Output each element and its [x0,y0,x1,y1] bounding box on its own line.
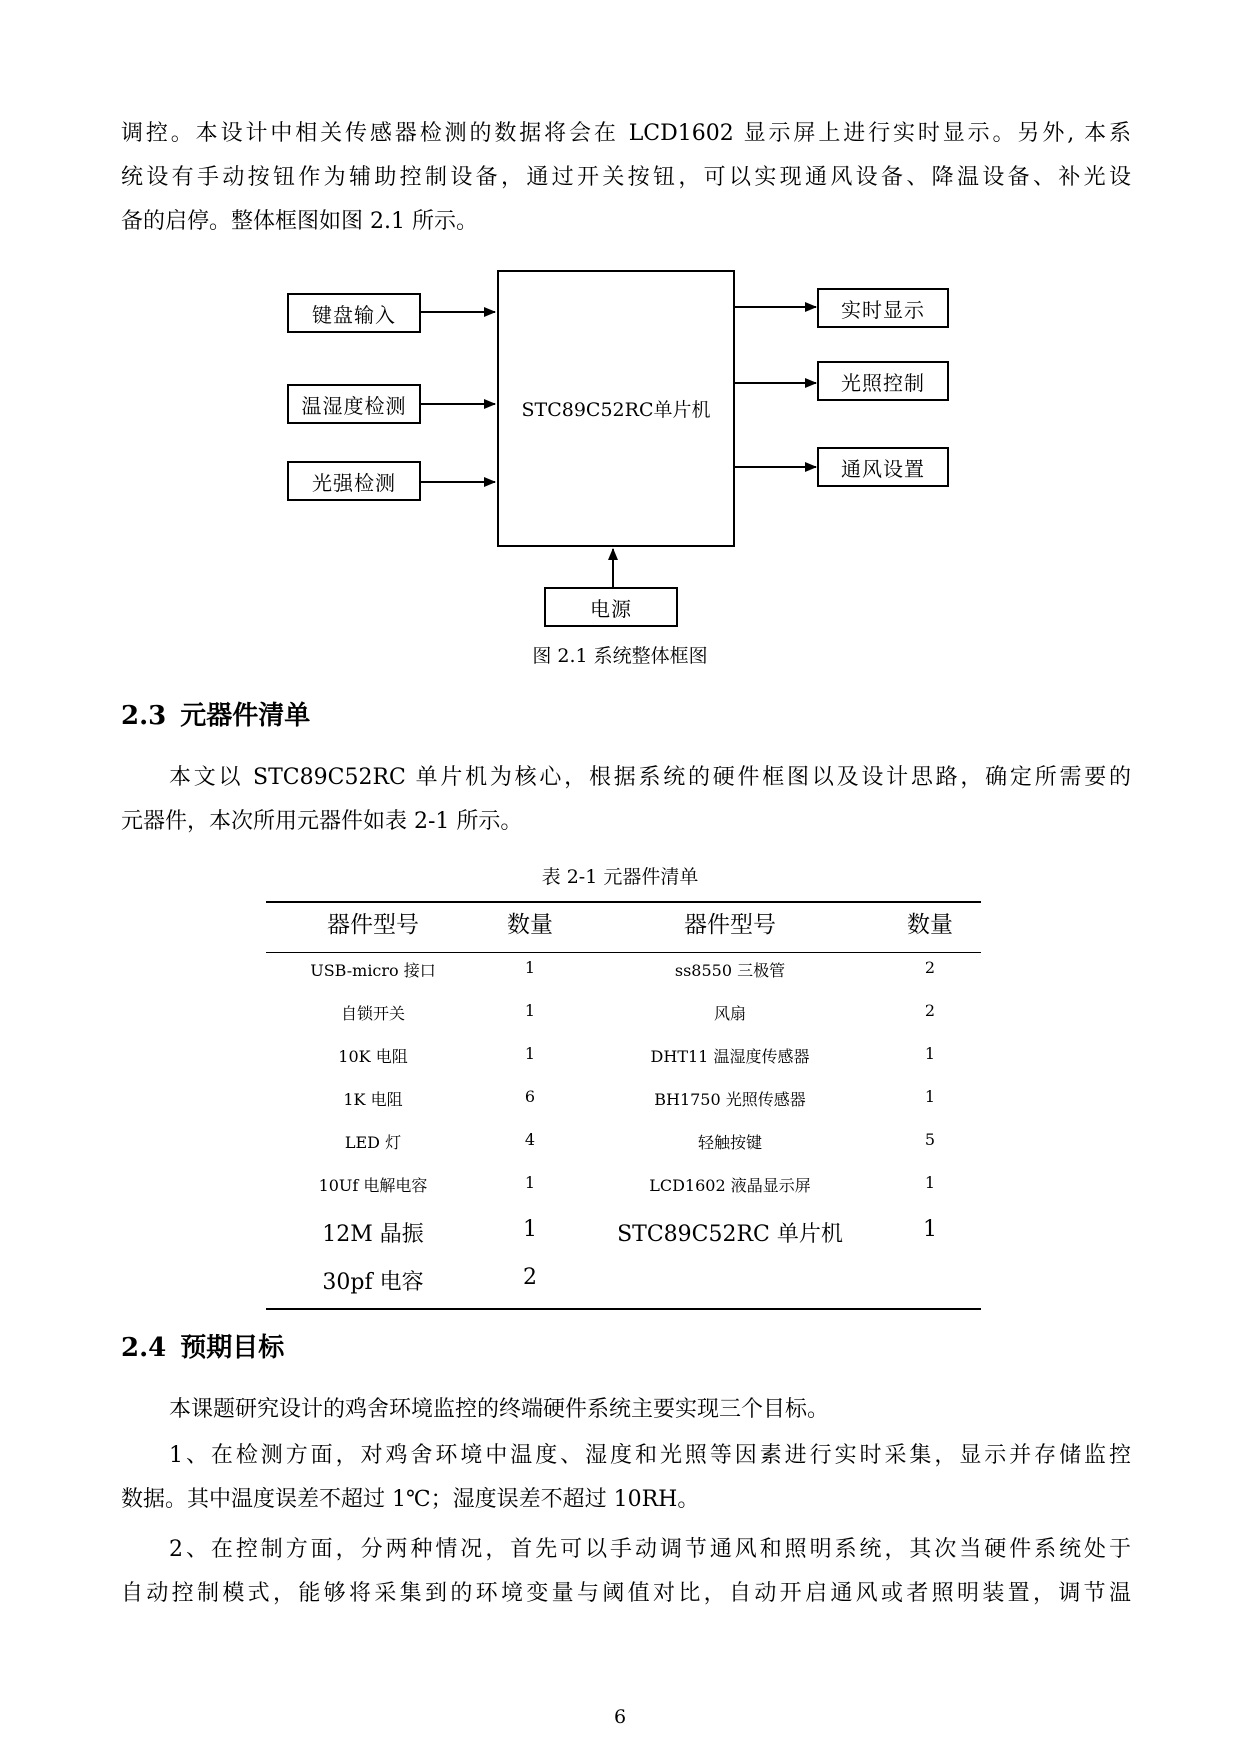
table-cell: 风扇 [713,1004,746,1023]
input-box-label: 键盘输入 [312,302,396,327]
section-2-3-paragraph [121,756,1131,844]
input-box-label: 温湿度检测 [301,393,407,418]
table-bottom-rule [266,1308,981,1310]
table-cell: 2 [924,1001,936,1020]
table-cell: 2 [924,958,936,977]
table-cell: 10K 电阻 [338,1047,408,1066]
table-cell: 1 [523,1217,537,1242]
table-cell: 1K 电阻 [343,1090,403,1109]
table-cell: LCD1602 液晶显示屏 [649,1176,811,1195]
intro-paragraph [121,112,1131,244]
intro-line: 调控。本设计中相关传感器检测的数据将会在 LCD1602 显示屏上进行实时显示。另外, 本系 [121,121,1131,146]
table-cell: BH1750 光照传感器 [654,1090,806,1109]
power-box [544,587,678,627]
table-cell: 12M 晶振 [322,1222,424,1247]
table-top-rule [266,901,981,903]
mcu-label: STC89C52RC单片机 [521,399,711,421]
input-box-temp-humidity [287,384,421,424]
power-label: 电源 [590,596,632,621]
goal-1-paragraph [121,1434,1131,1522]
table-header-rule [266,952,981,953]
table-cell: 1 [924,1173,936,1192]
input-box-keyboard [287,293,421,333]
paragraph-line: 1、在检测方面，对鸡舍环境中温度、湿度和光照等因素进行实时采集，显示并存储监控 [169,1443,1131,1468]
table-cell: 1 [524,1173,536,1192]
mcu-box [497,270,735,547]
section-heading-2-4 [121,1327,284,1364]
table-cell: STC89C52RC 单片机 [617,1222,843,1247]
output-box-label: 实时显示 [841,297,925,322]
paragraph-line: 数据。其中温度误差不超过 1℃；湿度误差不超过 10RH。 [121,1487,700,1512]
goal-2-paragraph [121,1528,1131,1616]
table-cell: 自锁开关 [340,1004,405,1023]
table-cell: 6 [524,1087,536,1106]
intro-line: 统设有手动按钮作为辅助控制设备，通过开关按钮，可以实现通风设备、降温设备、补光设 [121,165,1131,190]
output-box-ventilation [817,447,949,487]
table-cell: 1 [923,1217,937,1242]
table-cell: 30pf 电容 [322,1270,424,1295]
table-cell: 10Uf 电解电容 [318,1176,428,1195]
table-cell: LED 灯 [344,1133,402,1152]
table-header-cell: 器件型号 [327,912,419,938]
figure-caption: 图 2.1 系统整体框图 [532,645,708,667]
table-cell: 1 [924,1044,936,1063]
paragraph-line: 元器件，本次所用元器件如表 2-1 所示。 [121,809,523,834]
output-box-display [817,288,949,328]
table-cell: 2 [523,1265,537,1290]
system-block-diagram [0,0,1240,680]
table-cell: USB-micro 接口 [310,961,436,980]
table-cell: 1 [924,1087,936,1106]
table-cell: 1 [524,1044,536,1063]
section-number: 2.3 [121,701,167,731]
section-title: 元器件清单 [180,701,311,731]
table-cell: 5 [924,1130,936,1149]
table-caption: 表 2-1 元器件清单 [541,866,699,888]
section-2-4-intro [121,1388,1131,1432]
table-cell: 1 [524,958,536,977]
output-box-label: 通风设置 [841,456,925,481]
output-box-label: 光照控制 [841,370,925,395]
page-number: 6 [613,1706,627,1728]
table-cell: ss8550 三极管 [674,961,786,980]
paragraph-line: 2、在控制方面，分两种情况，首先可以手动调节通风和照明系统，其次当硬件系统处于 [169,1537,1131,1562]
input-box-light-sensor [287,461,421,501]
paragraph-line: 自动控制模式，能够将采集到的环境变量与阈值对比，自动开启通风或者照明装置，调节温 [121,1581,1131,1606]
section-heading-2-3 [121,695,310,732]
input-box-label: 光强检测 [312,470,396,495]
output-box-light-control [817,361,949,401]
table-cell: 1 [524,1001,536,1020]
table-cell: 4 [524,1130,536,1149]
intro-line: 备的启停。整体框图如图 2.1 所示。 [121,209,478,234]
table-header-cell: 数量 [507,912,553,938]
table-header-cell: 器件型号 [684,912,776,938]
table-cell: DHT11 温湿度传感器 [650,1047,810,1066]
paragraph-line: 本课题研究设计的鸡舍环境监控的终端硬件系统主要实现三个目标。 [169,1397,830,1422]
section-number: 2.4 [121,1333,167,1363]
paragraph-line: 本文以 STC89C52RC 单片机为核心，根据系统的硬件框图以及设计思路，确定所需要的 [169,765,1131,790]
section-title: 预期目标 [180,1333,285,1363]
table-cell: 轻触按键 [697,1133,762,1152]
table-header-cell: 数量 [907,912,953,938]
diagram-arrows [0,0,1240,680]
